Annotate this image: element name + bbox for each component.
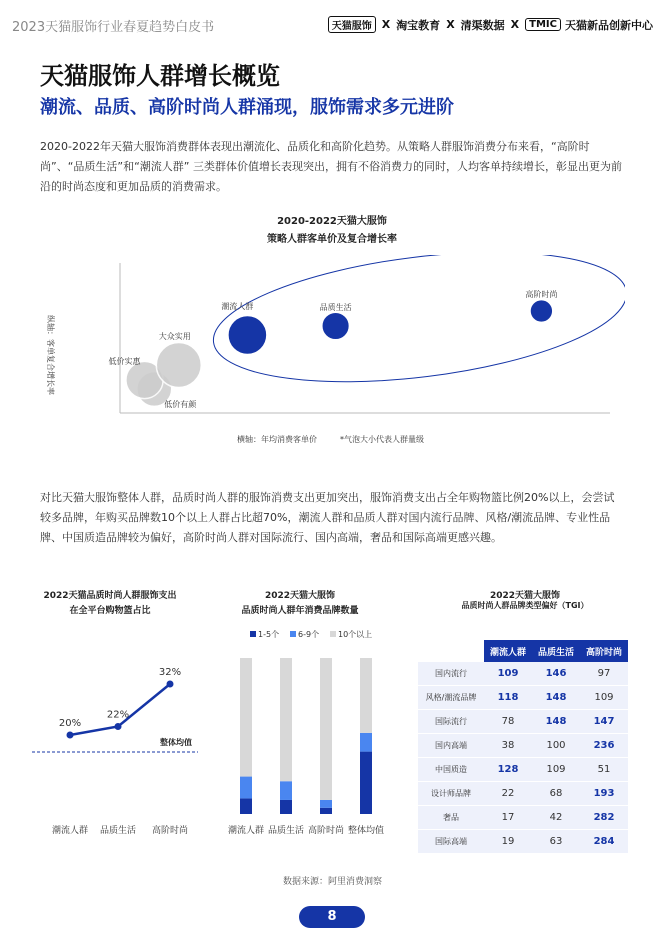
bar-segment	[320, 808, 332, 814]
tgi-preference-table	[418, 640, 628, 854]
row-label: 奢品	[418, 806, 484, 830]
table-cell: 284	[580, 830, 628, 854]
bar-category-label: 高阶时尚	[307, 826, 345, 836]
table-cell: 97	[580, 662, 628, 686]
line-value-label: 22%	[106, 709, 130, 721]
bubble-chart-ylabel: 纵轴：客单复合增长率	[46, 315, 55, 395]
taobao-education-logo: 淘宝教育	[396, 18, 441, 32]
stacked-bar-chart	[220, 628, 390, 840]
table-corner-cell	[418, 640, 484, 662]
tmall-innovation-logo: 天猫新品创新中心	[565, 18, 653, 32]
logo-separator: X	[446, 18, 455, 31]
document-header-title: 2023天猫服饰行业春夏趋势白皮书	[12, 20, 215, 35]
table-cell: 148	[532, 686, 580, 710]
line-point	[167, 681, 174, 688]
bar-category-label: 品质生活	[267, 826, 305, 836]
data-source-note: 数据来源：阿里消费洞察	[282, 877, 382, 887]
bubble-label: 大众实用	[158, 332, 191, 341]
line-point	[115, 723, 122, 730]
column-header: 高阶时尚	[580, 640, 628, 662]
analysis-paragraph: 对比天猫大服饰整体人群，品质时尚人群的服饰消费支出更加突出，服饰消费支出占全年购物篮比例20%以上，会尝试较多品牌，年购买品牌数10个以上人群占比超70%，潮流人群和品质人群对国内流行品牌、风格/潮流品牌、专业性品牌、中国质造品牌较为偏好，高阶时尚人群对国际流行、国内高端，奢品和国际高端更感兴趣。	[40, 491, 615, 544]
legend-label: 6-9个	[298, 630, 320, 639]
table-cell: 109	[580, 686, 628, 710]
table-row	[418, 662, 628, 686]
table-cell: 146	[532, 662, 580, 686]
table-cell: 19	[484, 830, 532, 854]
page-number: 8	[299, 906, 365, 928]
bar-chart-legend	[250, 629, 372, 639]
premium-groups-highlight-ellipse	[206, 255, 625, 402]
table-cell: 100	[532, 734, 580, 758]
tgi-table-title: 2022天猫大服饰	[489, 591, 561, 601]
bar-segment	[240, 658, 252, 777]
table-row	[418, 734, 628, 758]
table-row	[418, 710, 628, 734]
row-label: 风格/潮流品牌	[418, 686, 484, 710]
table-cell: 193	[580, 782, 628, 806]
column-header: 潮流人群	[484, 640, 532, 662]
bubble-chart-xlabel: 横轴：年均消费客单价	[237, 435, 317, 444]
bubble-label: 低价有颜	[164, 400, 197, 409]
bubble-label: 高阶时尚	[525, 290, 558, 299]
tmic-logo: TMIC	[525, 18, 561, 31]
column-header: 品质生活	[532, 640, 580, 662]
line-value-label: 20%	[58, 718, 82, 729]
line-chart	[30, 640, 200, 840]
legend-swatch	[290, 631, 296, 637]
bubble-chart-subtitle: 策略人群客单价及复合增长率	[267, 234, 397, 245]
table-cell: 128	[484, 758, 532, 782]
table-cell: 51	[580, 758, 628, 782]
logo-separator: X	[381, 18, 391, 31]
bar-segment	[280, 781, 292, 800]
line-category-label: 品质生活	[99, 826, 137, 836]
qingqu-data-logo: 清渠数据	[460, 18, 505, 32]
table-cell: 38	[484, 734, 532, 758]
table-row	[418, 782, 628, 806]
table-cell: 17	[484, 806, 532, 830]
tgi-table-subtitle: 品质时尚人群品牌类型偏好（TGI）	[461, 601, 589, 610]
tgi-table-body	[418, 662, 628, 854]
bar-segment	[280, 800, 292, 814]
row-label: 国际流行	[418, 710, 484, 734]
row-label: 国际高端	[418, 830, 484, 854]
bubble-3	[530, 300, 553, 323]
baseline-average-label: 整体均值	[160, 738, 192, 747]
legend-label: 10个以上	[338, 630, 373, 639]
table-cell: 236	[580, 734, 628, 758]
bubble-5	[228, 316, 267, 355]
bar-segment	[240, 798, 252, 814]
bar-segment	[360, 658, 372, 733]
table-header-row	[418, 640, 628, 662]
bubble-chart-title: 2020-2022天猫大服饰	[277, 216, 387, 227]
bubble-chart	[40, 255, 625, 455]
bar-category-label: 整体均值	[347, 826, 385, 836]
page-subtitle: 潮流、品质、高阶时尚人群涌现，服饰需求多元进阶	[40, 97, 454, 118]
table-row	[418, 830, 628, 854]
line-category-label: 高阶时尚	[151, 826, 189, 836]
line-point	[67, 732, 74, 739]
bubble-chart-note: *气泡大小代表人群量级	[340, 435, 424, 444]
logo-separator: X	[510, 18, 520, 31]
table-row	[418, 806, 628, 830]
line-chart-title: 2022天猫品质时尚人群服饰支出	[43, 591, 177, 601]
table-cell: 109	[532, 758, 580, 782]
bubble-label: 低价实惠	[108, 357, 141, 366]
table-cell: 22	[484, 782, 532, 806]
line-category-label: 潮流人群	[51, 826, 89, 836]
intro-paragraph: 2020-2022年天猫大服饰消费群体表现出潮流化、品质化和高阶化趋势。从策略人群服饰消费分布来看，“高阶时尚”、“品质生活”和“潮流人群” 三类群体价值增长表现突出，拥有不俗消费力的同时，人均客单持续增长，彰显出更为前沿的时尚态度和更加品质的消费需求。	[40, 140, 622, 193]
bar-segment	[320, 800, 332, 808]
bar-chart-subtitle: 品质时尚人群年消费品牌数量	[241, 606, 359, 616]
row-label: 设计师品牌	[418, 782, 484, 806]
row-label: 中国质造	[418, 758, 484, 782]
bar-category-label: 潮流人群	[227, 826, 265, 836]
legend-swatch	[250, 631, 256, 637]
bubble-label: 品质生活	[319, 303, 352, 312]
bar-segment	[240, 777, 252, 799]
table-row	[418, 758, 628, 782]
table-row	[418, 686, 628, 710]
table-cell: 68	[532, 782, 580, 806]
bubble-4	[322, 312, 350, 340]
table-cell: 148	[532, 710, 580, 734]
bar-segment	[280, 658, 292, 781]
bar-segment	[320, 658, 332, 800]
page-title: 天猫服饰人群增长概览	[40, 62, 280, 90]
table-cell: 147	[580, 710, 628, 734]
table-cell: 78	[484, 710, 532, 734]
row-label: 国内流行	[418, 662, 484, 686]
row-label: 国内高端	[418, 734, 484, 758]
bar-segment	[360, 733, 372, 752]
tmall-fashion-logo: 天猫服饰	[328, 16, 376, 33]
bubble-label: 潮流人群	[221, 302, 254, 311]
partner-logos	[328, 16, 653, 33]
bar-segment	[360, 752, 372, 814]
bubble-2	[156, 343, 201, 388]
table-cell: 282	[580, 806, 628, 830]
table-cell: 63	[532, 830, 580, 854]
bar-series	[228, 658, 384, 836]
bar-chart-title: 2022天猫大服饰	[264, 591, 336, 601]
legend-label: 1-5个	[258, 630, 280, 639]
table-cell: 118	[484, 686, 532, 710]
legend-swatch	[330, 631, 336, 637]
table-cell: 42	[532, 806, 580, 830]
line-value-label: 32%	[158, 667, 182, 678]
line-chart-subtitle: 在全平台购物篮占比	[69, 606, 151, 616]
bubble-series	[109, 289, 558, 409]
table-cell: 109	[484, 662, 532, 686]
